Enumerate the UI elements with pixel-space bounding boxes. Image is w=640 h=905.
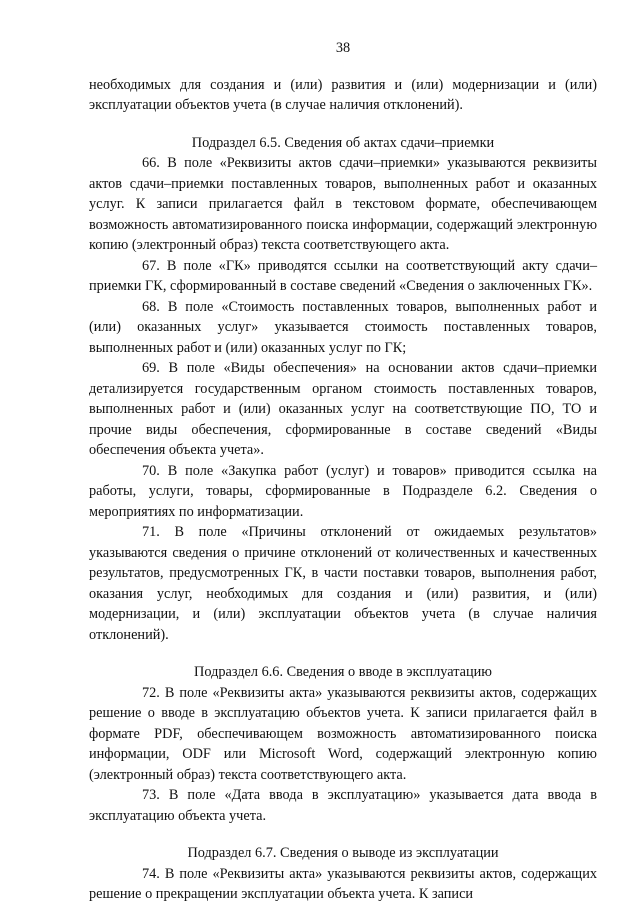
section-6-7 xyxy=(89,843,597,905)
item-67: 67. В поле «ГК» приводятся ссылки на соответствующий акту сдачи–приемки ГК, сформированный в составе сведений «Сведения о заключенных ГК». xyxy=(89,257,597,294)
page-number: 38 xyxy=(335,40,351,56)
item-73: 73. В поле «Дата ввода в эксплуатацию» указывается дата ввода в эксплуатацию объекта учета. xyxy=(89,787,597,824)
item-68: 68. В поле «Стоимость поставленных товаров, выполненных работ и (или) оказанных услуг» указывается стоимость поставленных товаров, выполненных работ и (или) оказанных услуг по ГК; xyxy=(89,298,597,356)
item-71: 71. В поле «Причины отклонений от ожидаемых результатов» указываются сведения о причине отклонений от количественных и качественных результатов, предусмотренных ГК, в части поставки товаров, выполнения работ, оказания услуг, необходимых для создания и (или) развития, и (или) модернизации, и (или) эксплуатации объектов учета (в случае наличия отклонений). xyxy=(89,524,597,643)
item-72: 72. В поле «Реквизиты акта» указываются реквизиты актов, содержащих решение о вводе в эксплуатацию объектов учета. К записи прилагается файл в формате PDF, обеспечивающем возможность автоматизированного поиска информации, ODF или Microsoft Word, содержащий электронную копию (электронный образ) текста соответствующего акта. xyxy=(89,684,597,783)
section-6-6 xyxy=(89,662,597,826)
section-heading: Подраздел 6.5. Сведения об актах сдачи–приемки xyxy=(191,134,495,151)
item-66: 66. В поле «Реквизиты актов сдачи–приемки» указываются реквизиты актов сдачи–приемки поставленных товаров, выполненных работ и оказанных услуг. К записи прилагается файл в текстовом формате, обеспечивающем возможность автоматизированного поиска информации, содержащий электронную копию (электронный образ) текста соответствующего акта. xyxy=(89,155,597,253)
intro-paragraph: необходимых для создания и (или) развития и (или) модернизации и (или) эксплуатации объектов учета (в случае наличия отклонений). xyxy=(89,76,597,113)
section-heading: Подраздел 6.6. Сведения о вводе в эксплуатацию xyxy=(194,664,492,680)
section-heading: Подраздел 6.7. Сведения о выводе из эксплуатации xyxy=(187,845,499,861)
item-74: 74. В поле «Реквизиты акта» указываются реквизиты актов, содержащих решение о прекращении эксплуатации объекта учета. К записи xyxy=(89,865,597,902)
document-page xyxy=(89,38,597,905)
section-6-5 xyxy=(89,133,597,646)
item-70: 70. В поле «Закупка работ (услуг) и товаров» приводится ссылка на работы, услуги, товары, сформированные в Подразделе 6.2. Сведения о мероприятиях по информатизации. xyxy=(89,462,597,520)
item-69: 69. В поле «Виды обеспечения» на основании актов сдачи–приемки детализируется государственным органом стоимость поставленных товаров, выполненных работ и (или) оказанных услуг на соответствующие ПО, ТО и прочие виды обеспечения, сформированные в составе сведений «Виды обеспечения объекта учета». xyxy=(89,360,597,458)
